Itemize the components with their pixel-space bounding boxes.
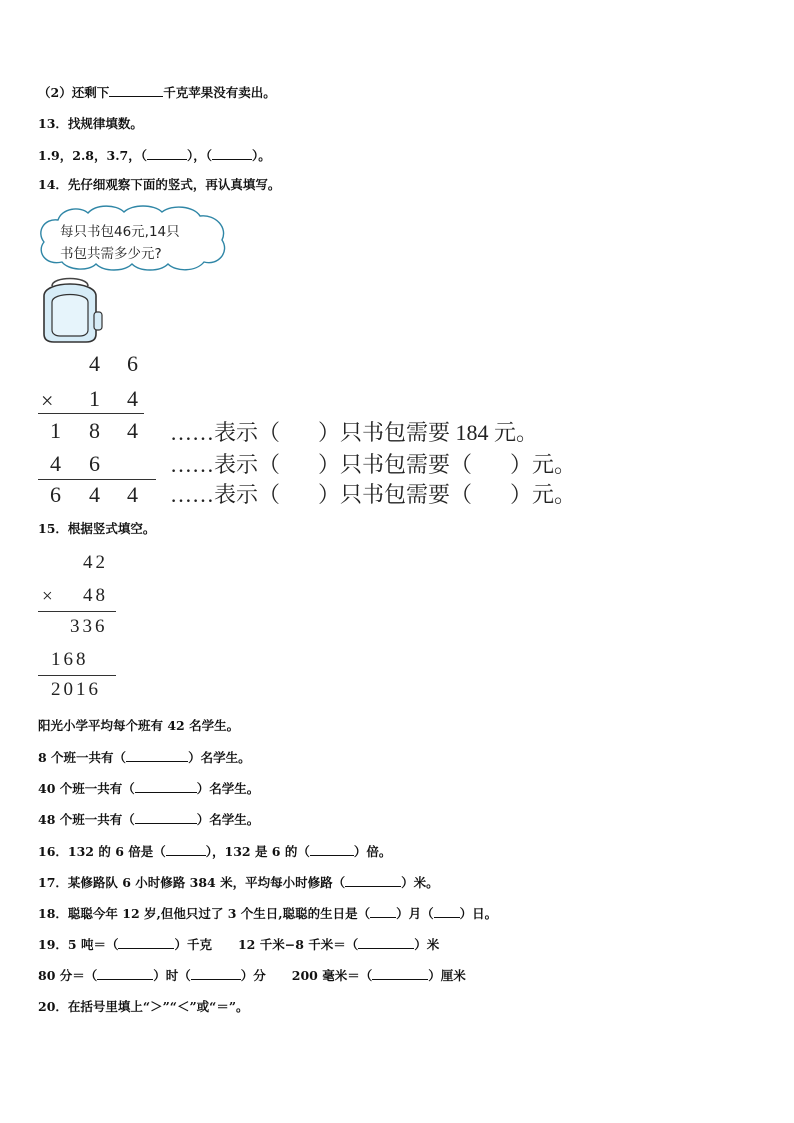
calc15-row1: 42 (83, 552, 108, 573)
calc14-times-sign: × (41, 388, 54, 413)
answer-blank[interactable] (118, 936, 174, 949)
bubble-text: 每只书包46元,14只 书包共需多少元? (60, 224, 180, 262)
calc14-digit: 8 (89, 418, 100, 443)
answer-blank[interactable] (370, 905, 396, 918)
answer-blank[interactable] (166, 843, 206, 856)
answer-blank[interactable] (126, 749, 188, 762)
answer-blank[interactable] (434, 905, 460, 918)
question-19: 19．5 吨＝（ ）千克 12 千米−8 千米＝（ ）米 (38, 937, 440, 952)
question-18: 18．聪聪今年 12 岁,但他只过了 3 个生日,聪聪的生日是（ ）月（ ）日。 (38, 906, 498, 921)
q15-blank-8: 8 个班一共有（ ）名学生。 (38, 750, 251, 765)
calc15-row2: 48 (83, 585, 108, 606)
calc14-digit: 4 (89, 482, 100, 507)
calc14-note-3: ……表示（ ）只书包需要（ ）元。 (170, 482, 577, 507)
calc15-row5: 2016 (51, 679, 101, 700)
answer-blank[interactable] (135, 780, 197, 793)
calc14-digit: 6 (50, 482, 61, 507)
answer-blank[interactable] (345, 874, 401, 887)
question-13: 13．找规律填数。 (38, 116, 143, 131)
question-15: 15．根据竖式填空。 (38, 521, 156, 536)
q15-blank-40: 40 个班一共有（ ）名学生。 (38, 781, 260, 796)
answer-blank[interactable] (372, 967, 428, 980)
calc15-times-sign: × (42, 586, 56, 607)
answer-blank[interactable] (109, 84, 163, 97)
answer-blank[interactable] (147, 147, 187, 160)
calc14-note-1: ……表示（ ）只书包需要 184 元。 (170, 420, 539, 445)
class-intro: 阳光小学平均每个班有 42 名学生。 (38, 718, 240, 733)
calc15-rule-1 (38, 611, 116, 612)
answer-blank[interactable] (358, 936, 414, 949)
calc14-digit: 1 (50, 418, 61, 443)
calc15-row4: 168 (51, 649, 89, 670)
calc15-rule-2 (38, 675, 116, 676)
answer-blank[interactable] (135, 811, 197, 824)
calc14-rule-1 (38, 413, 144, 414)
answer-blank[interactable] (191, 967, 241, 980)
calc14-digit: 6 (127, 351, 138, 376)
calc14-rule-2 (38, 479, 156, 480)
q15-blank-48: 48 个班一共有（ ）名学生。 (38, 812, 260, 827)
question-19-row2: 80 分＝（ ）时（ ）分 200 毫米＝（ ）厘米 (38, 968, 466, 983)
question-17: 17．某修路队 6 小时修路 384 米，平均每小时修路（ ）米。 (38, 875, 439, 890)
calc14-digit: 4 (127, 418, 138, 443)
calc14-digit: 4 (89, 351, 100, 376)
question-20: 20．在括号里填上“＞”“＜”或“＝”。 (38, 999, 249, 1014)
answer-blank[interactable] (212, 147, 252, 160)
calc14-digit: 6 (89, 451, 100, 476)
calc14-digit: 1 (89, 386, 100, 411)
answer-blank[interactable] (97, 967, 153, 980)
answer-blank[interactable] (310, 843, 354, 856)
backpack-icon (38, 272, 104, 344)
calc14-digit: 4 (50, 451, 61, 476)
q13-sequence: 1.9，2.8，3.7，（ ），（ ）。 (38, 148, 271, 163)
calc14-note-2: ……表示（ ）只书包需要（ ）元。 (170, 452, 577, 477)
calc15-row3: 336 (70, 616, 108, 637)
question-14: 14．先仔细观察下面的竖式，再认真填写。 (38, 177, 281, 192)
question-16: 16．132 的 6 倍是（ ），132 是 6 的（ ）倍。 (38, 844, 392, 859)
calc14-digit: 4 (127, 482, 138, 507)
calc14-digit: 4 (127, 386, 138, 411)
line-remaining-apples: （2）还剩下 千克苹果没有卖出。 (38, 85, 276, 100)
